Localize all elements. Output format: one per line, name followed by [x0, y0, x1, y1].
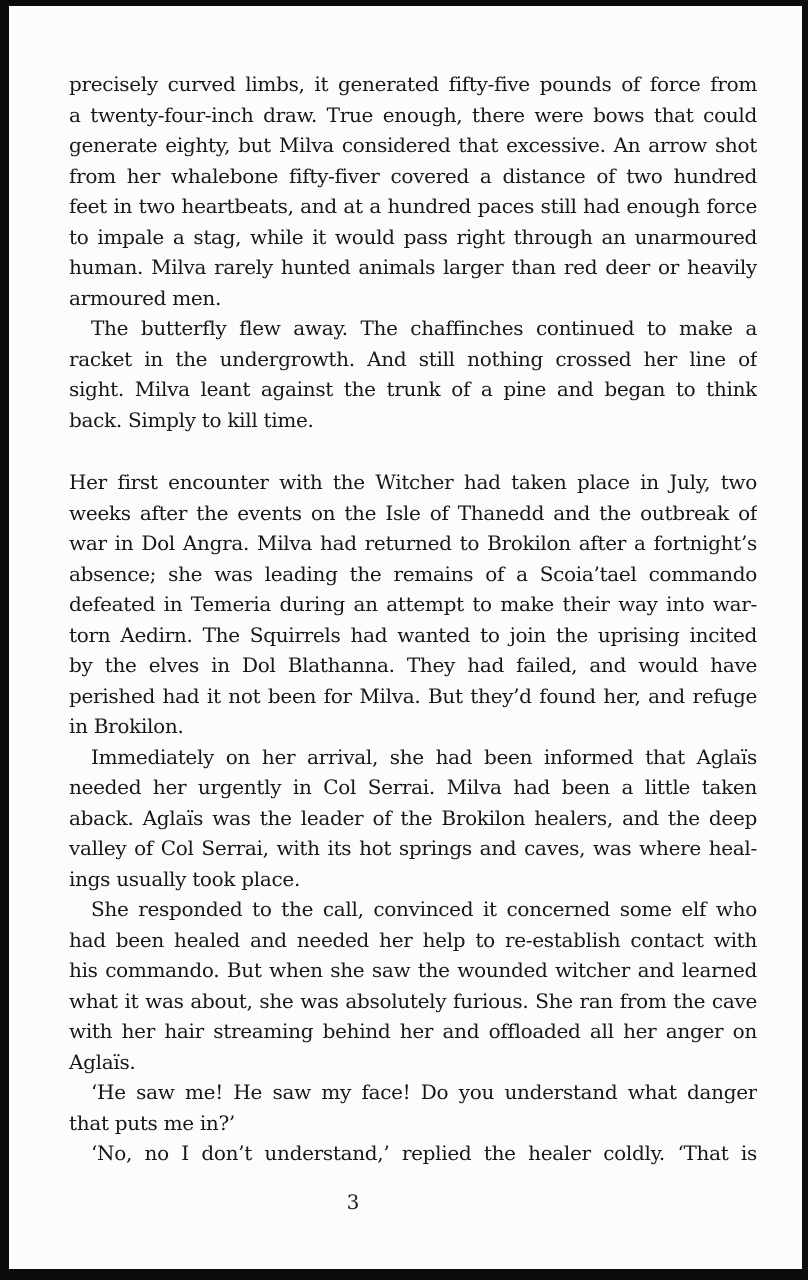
text-line: She responded to the call, convinced it concerned some elf who	[91, 897, 757, 921]
text-line: generate eighty, but Milva considered that excessive. An arrow shot	[69, 133, 757, 157]
text-line: needed her urgently in Col Serrai. Milva had been a little taken	[69, 775, 757, 799]
text-line: precisely curved limbs, it generated fifty-five pounds of force from	[69, 72, 757, 96]
paragraph	[69, 313, 757, 435]
text-line: his commando. But when she saw the wounded witcher and learned	[69, 958, 757, 982]
text-line: aback. Aglaïs was the leader of the Brokilon healers, and the deep	[69, 805, 757, 830]
paragraph	[69, 1138, 757, 1169]
paragraph	[69, 894, 757, 1077]
paragraph	[69, 467, 757, 742]
text-line: ‘He saw me! He saw my face! Do you understand what danger	[91, 1080, 757, 1104]
text-line: feet in two heartbeats, and at a hundred paces still had enough force	[69, 194, 757, 218]
text-line: Immediately on her arrival, she had been informed that Aglaïs	[91, 744, 757, 769]
text-line: valley of Col Serrai, with its hot springs and caves, was where heal-	[69, 836, 757, 860]
text-line: what it was about, she was absolutely furious. She ran from the cave	[69, 988, 757, 1013]
text-line: absence; she was leading the remains of a Scoia’tael commando	[69, 561, 757, 586]
text-line: human. Milva rarely hunted animals larger than red deer or heavily	[69, 255, 757, 279]
text-line: ings usually took place.	[69, 866, 301, 891]
page-number: 3	[346, 1190, 360, 1214]
paragraph	[69, 742, 757, 895]
text-line: Her first encounter with the Witcher had taken place in July, two	[69, 470, 757, 494]
text-line: perished had it not been for Milva. But they’d found her, and refuge	[69, 683, 757, 708]
text-line: sight. Milva leant against the trunk of a pine and began to think	[69, 377, 757, 401]
text-line: Aglaïs.	[69, 1049, 136, 1074]
paragraph	[69, 69, 757, 313]
text-line: weeks after the events on the Isle of Thanedd and the outbreak of	[69, 500, 757, 525]
text-line: in Brokilon.	[69, 714, 184, 738]
text-line: The butterfly flew away. The chaffinches continued to make a	[91, 316, 757, 340]
text-line: a twenty-four-inch draw. True enough, there were bows that could	[69, 102, 757, 127]
text-line: that puts me in?’	[69, 1110, 235, 1135]
text-line: armoured men.	[69, 285, 222, 310]
text-line: ‘No, no I don’t understand,’ replied the healer coldly. ‘That is	[91, 1141, 757, 1165]
text-line: had been healed and needed her help to re-establish contact with	[69, 927, 757, 952]
text-line: torn Aedirn. The Squirrels had wanted to join the uprising incited	[69, 622, 757, 647]
text-line: to impale a stag, while it would pass right through an unarmoured	[69, 224, 757, 249]
text-column	[69, 69, 757, 1169]
paragraph	[69, 1077, 757, 1138]
text-line: by the elves in Dol Blathanna. They had failed, and would have	[69, 653, 757, 677]
text-line: with her hair streaming behind her and offloaded all her anger on	[69, 1019, 757, 1043]
text-line: defeated in Temeria during an attempt to make their way into war-	[69, 592, 757, 616]
text-line: from her whalebone fifty-fiver covered a distance of two hundred	[69, 163, 757, 188]
text-line: back. Simply to kill time.	[69, 407, 314, 432]
text-line: racket in the undergrowth. And still nothing crossed her line of	[69, 346, 757, 371]
text-line: war in Dol Angra. Milva had returned to Brokilon after a fortnight’s	[69, 531, 757, 555]
